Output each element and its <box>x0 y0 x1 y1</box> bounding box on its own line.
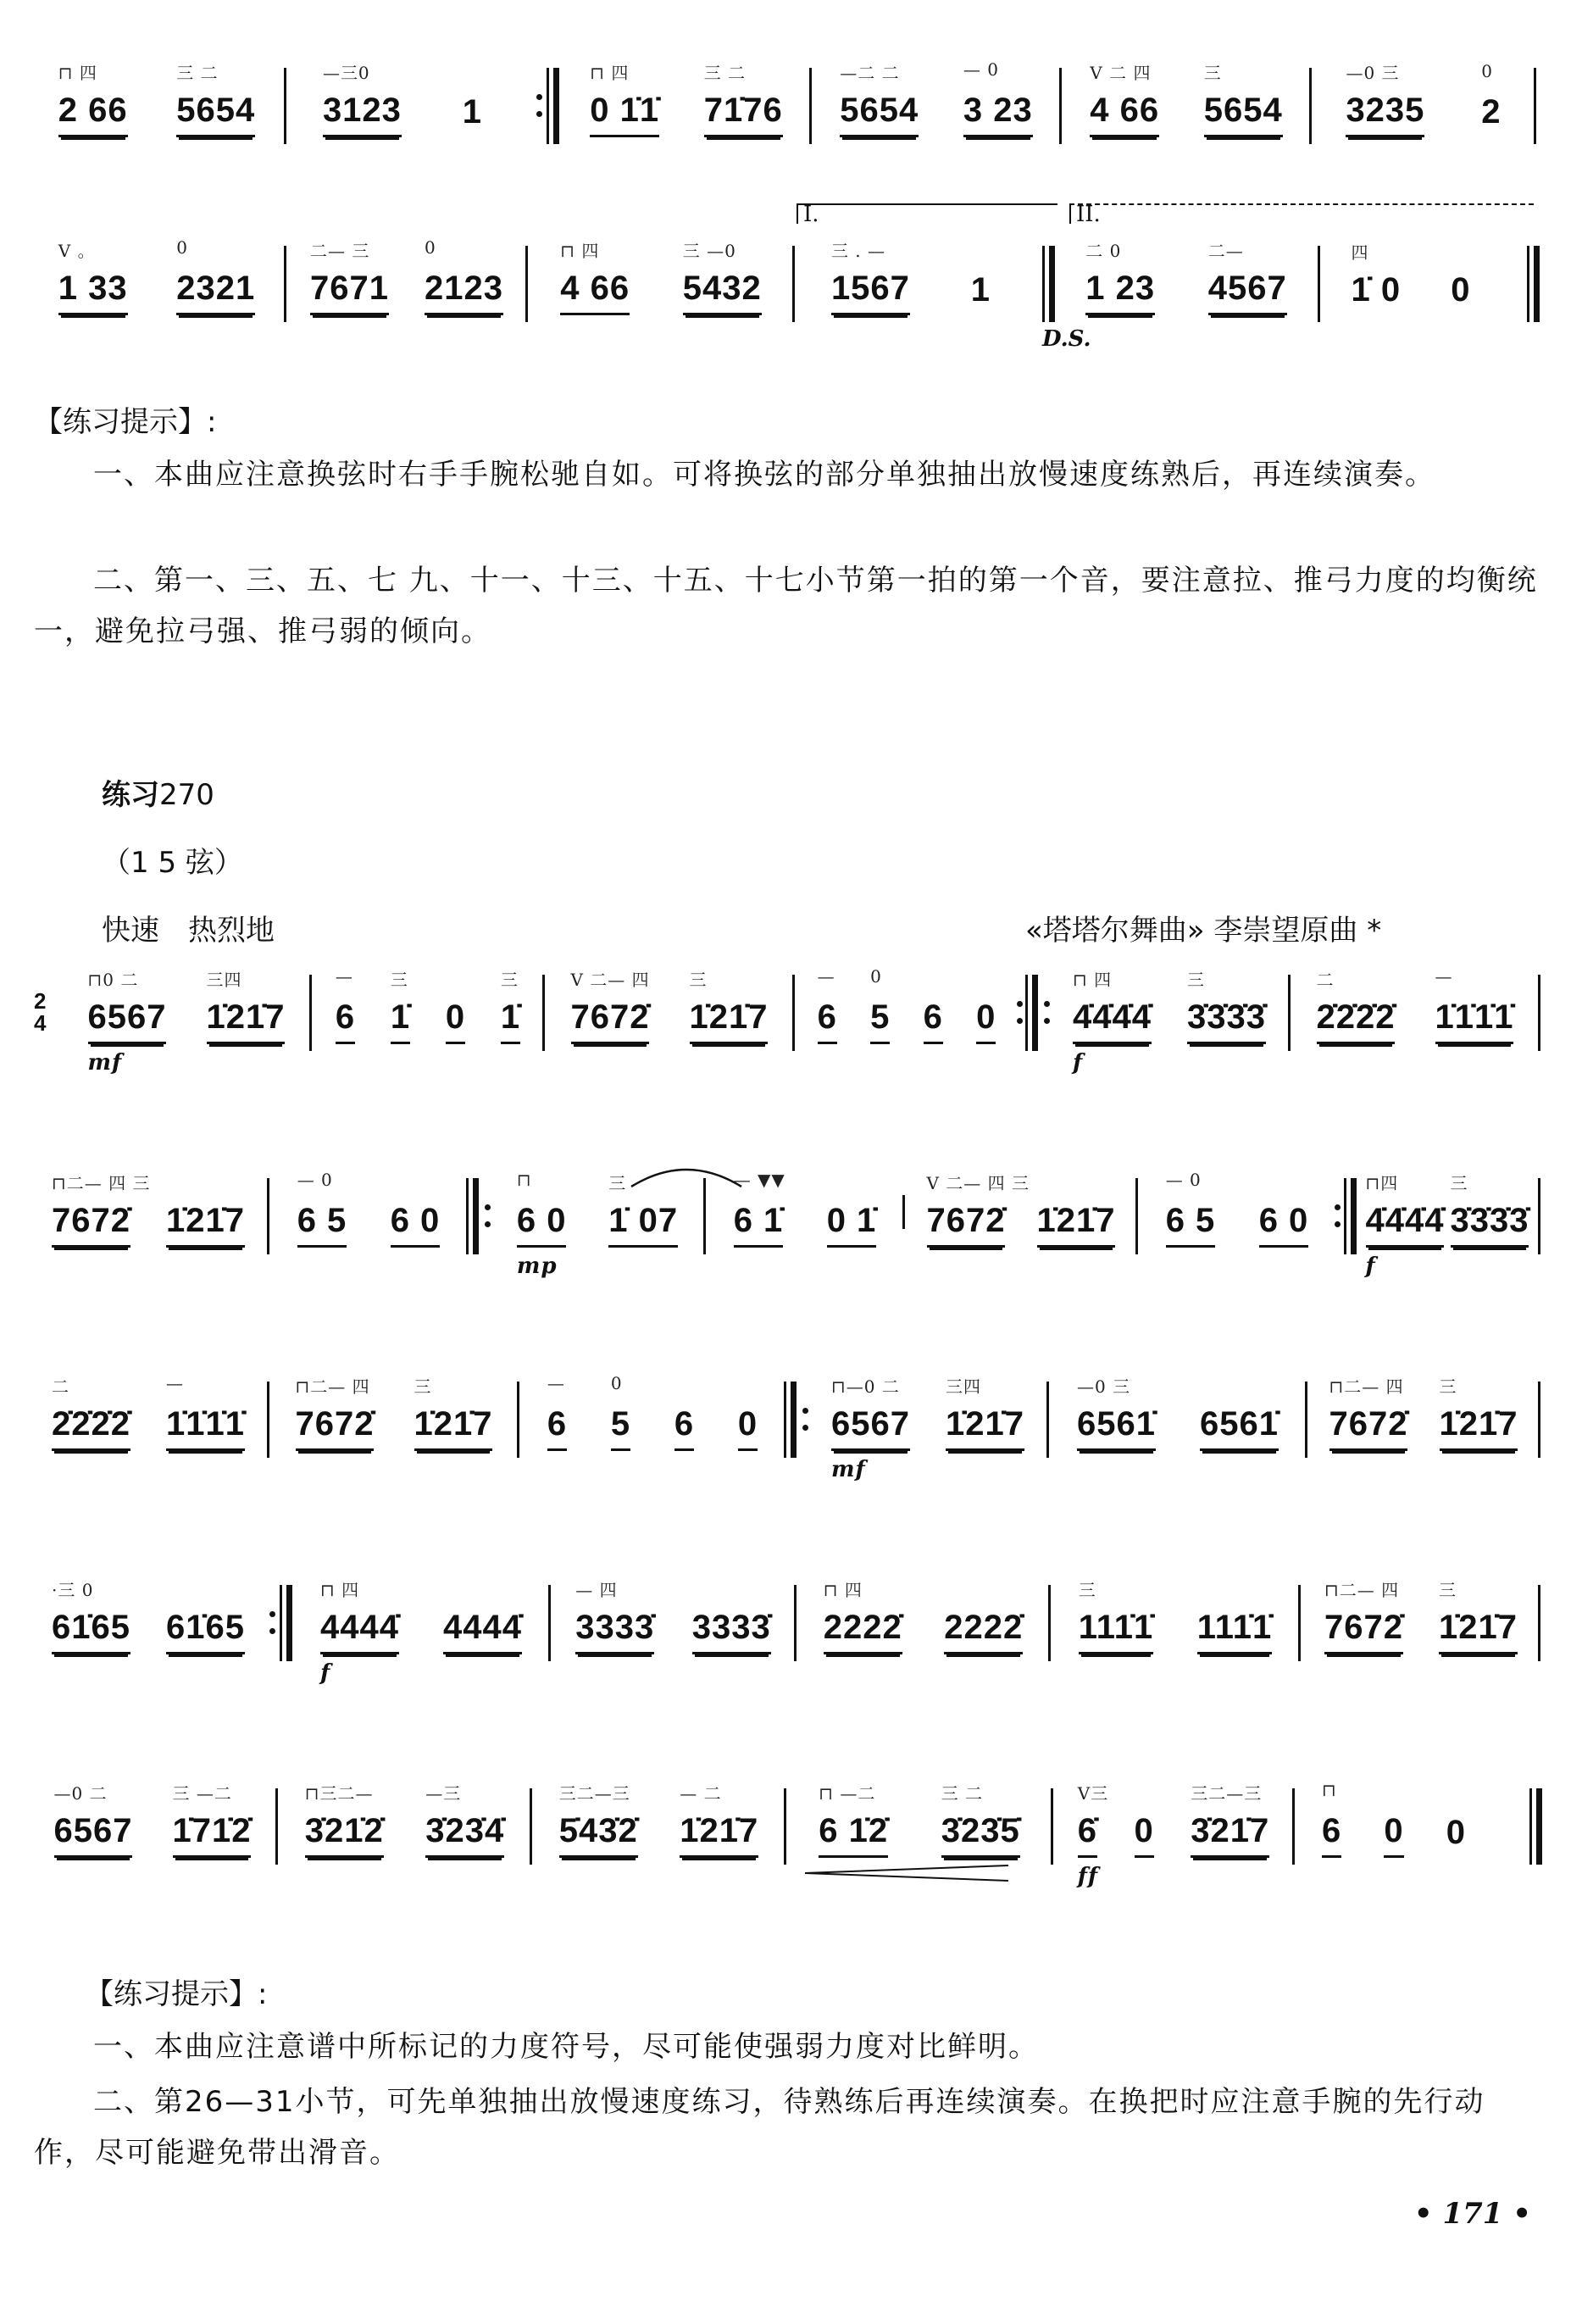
barline <box>1538 1382 1540 1458</box>
note-group: 0 2123 <box>425 270 503 315</box>
note-group: 三 1̇21̇7 <box>1439 1609 1518 1654</box>
note-group: 二 2̇2̇2̇2̇ <box>1317 998 1396 1044</box>
crescendo-hairpin <box>801 1863 1013 1883</box>
barline <box>809 68 812 144</box>
note-group: ⊓ 四 4 66 <box>560 270 630 315</box>
note-group: ⊓ 四 4444̇ f <box>320 1580 399 1686</box>
note-group: 1̇21̇7 <box>1037 1202 1116 1248</box>
barline <box>1298 1585 1301 1661</box>
note-group: 三 —0 5432 <box>683 270 762 315</box>
note-group: 二 2̇2̇2̇2̇ <box>52 1405 130 1451</box>
repeat-sign <box>1017 996 1024 1030</box>
volta-1: I. <box>797 203 1057 224</box>
note-group: — 1̇1̇1̇1̇ <box>1435 998 1514 1044</box>
barline <box>1059 68 1062 144</box>
note-group: 0 <box>1384 1812 1403 1858</box>
barline <box>286 1585 292 1661</box>
note-group: 三 1̇21̇7 <box>1440 1405 1518 1451</box>
barline <box>902 1195 905 1229</box>
note-group: ⊓ 6 0 mp <box>516 1170 567 1279</box>
note-group: 0 2321 <box>176 270 255 315</box>
note-group: — 6 <box>336 998 355 1044</box>
tips-title: 【练习提示】: <box>34 405 217 439</box>
staff-line-1 <box>34 51 1551 178</box>
barline <box>284 246 286 322</box>
note-group: 三 1̇ 07 <box>608 1202 678 1248</box>
note-group: —0 二 6567 <box>54 1812 133 1858</box>
ds-marking: D.S. <box>1042 326 1091 352</box>
note-group: 0 2 <box>1481 60 1502 131</box>
barline <box>1529 1788 1532 1865</box>
barline <box>284 68 286 144</box>
note-group: 6 0 <box>391 1202 441 1248</box>
repeat-sign <box>485 1199 491 1233</box>
note-group: 1̇21̇7 <box>166 1202 245 1248</box>
note-group: 三 . — 1567 <box>831 270 910 315</box>
note-group: ⊓0 二 6567 mf <box>87 970 167 1076</box>
note-group: 6 <box>674 1405 694 1451</box>
volta-2: II. <box>1069 203 1534 224</box>
note-group: 1 <box>462 92 483 131</box>
barline <box>517 1382 519 1458</box>
note-group: — 四 3333̇ <box>575 1609 654 1654</box>
note-group: 三 二 3̇23̇5̇ <box>941 1812 1020 1858</box>
exercise-heading: 练习270 <box>102 778 214 812</box>
note-group: V 二 四 4 66 <box>1090 92 1159 137</box>
barline <box>794 1585 797 1661</box>
note-group: 4444̇ <box>443 1609 522 1654</box>
repeat-sign <box>269 1606 276 1640</box>
note-group: —二 二 5654 <box>840 92 919 137</box>
note-group: — 6 <box>818 998 837 1044</box>
tips-title: 【练习提示】: <box>85 1977 268 2011</box>
note-group: 0 <box>976 998 996 1044</box>
note-group: 0 <box>738 1405 758 1451</box>
note-group: ⊓—0 二 6567 mf <box>831 1376 910 1482</box>
note-group: 三二—三 5̇43̇2̇ <box>559 1812 638 1858</box>
barline <box>1305 1382 1307 1458</box>
note-group: 0 5 <box>611 1405 630 1451</box>
note-group: 三 —二 1̇71̇2̇ <box>173 1812 252 1858</box>
note-group: 三二—三 3̇21̇7 <box>1191 1812 1269 1858</box>
barline <box>542 975 545 1051</box>
note-group: — 1̇1̇1̇1̇ <box>166 1405 245 1451</box>
note-group: ⊓三二— 3̇21̇2̇ <box>305 1812 384 1858</box>
barline <box>1538 975 1540 1051</box>
staff-line-7 <box>34 1771 1551 1899</box>
note-group: 6 <box>924 998 943 1044</box>
note-group: — 0 3 23 <box>963 92 1033 137</box>
note-group: —三 3̇23̇4̇ <box>425 1812 504 1858</box>
note-group: 111̇1̇ <box>1197 1609 1273 1654</box>
note-group: ⊓ 四 2 66 <box>58 92 128 137</box>
barline <box>1292 1788 1295 1865</box>
barline <box>1538 1585 1540 1661</box>
note-group: 三 5654 <box>1204 92 1283 137</box>
barline <box>1025 975 1028 1051</box>
note-group: 三 1̇ <box>391 998 410 1044</box>
note-group: 61̇65 <box>166 1609 245 1654</box>
note-group: 0 <box>446 998 465 1044</box>
note-group: 三 二 71̇76 <box>704 92 783 137</box>
repeat-sign <box>536 89 543 123</box>
staff-line-6 <box>34 1568 1551 1695</box>
tempo-marking: 快速 热烈地 <box>102 914 275 948</box>
repeat-sign <box>1335 1199 1341 1233</box>
barline <box>1032 975 1038 1051</box>
barline <box>547 68 549 144</box>
note-group: 0 <box>1446 1813 1466 1851</box>
barline <box>703 1178 706 1254</box>
note-group: 2222̇ <box>944 1609 1023 1654</box>
tips-paragraph: 一、本曲应注意谱中所标记的力度符号，尽可能使强弱力度对比鲜明。 <box>93 2030 1039 2064</box>
tips-paragraph: 二、第一、三、五、七 九、十一、十三、十五、十七小节第一拍的第一个音，要注意拉、推弓力度的均衡统一，避免拉弓强、推弓弱的倾向。 <box>34 564 1538 648</box>
note-group: 0 1̇ <box>827 1202 877 1248</box>
note-group: ⊓ 四 2222̇ <box>824 1609 902 1654</box>
note-group: — 0 6 5 <box>1166 1202 1216 1248</box>
barline <box>280 1585 282 1661</box>
barline <box>1042 246 1045 322</box>
note-group: 0 <box>1135 1812 1154 1858</box>
barline <box>784 1788 786 1865</box>
note-group: 3333̇ <box>692 1609 771 1654</box>
note-group: 三 二 5654 <box>176 92 255 137</box>
barline <box>1527 246 1529 322</box>
note-group: ⊓二— 四 7672̇ <box>1324 1609 1403 1654</box>
barline <box>1309 68 1312 144</box>
barline <box>267 1382 269 1458</box>
barline <box>1351 1178 1357 1254</box>
barline <box>1046 1382 1049 1458</box>
repeat-sign <box>1044 996 1051 1030</box>
string-spec: （1 5 弦） <box>102 846 243 880</box>
staff-line-3 <box>34 958 1551 1085</box>
barline <box>525 246 528 322</box>
barline <box>548 1585 551 1661</box>
barline <box>473 1178 479 1254</box>
note-group: V 二— 四 7672̇ <box>571 998 650 1044</box>
staff-line-5 <box>34 1365 1551 1492</box>
note-group: ⊓二— 四 7672̇ <box>296 1405 375 1451</box>
barline <box>1048 1585 1051 1661</box>
barline <box>792 975 795 1051</box>
note-group: 三 3̇3̇3̇3̇ <box>1451 1202 1529 1248</box>
note-group: 6561̇ <box>1200 1405 1279 1451</box>
note-group: — 0 6 5 <box>297 1202 347 1248</box>
note-group: 三 1̇21̇7 <box>690 998 769 1044</box>
note-group: ⊓ —二 6 1̇2̇ <box>819 1812 888 1858</box>
barline <box>1288 975 1291 1051</box>
repeat-sign <box>802 1403 809 1437</box>
note-group: 二— 4567 <box>1208 270 1287 315</box>
page-number: • 171 • <box>1413 2197 1531 2231</box>
note-group: — ▼▼ 6 1̇ <box>734 1202 784 1248</box>
staff-line-4 <box>34 1161 1551 1288</box>
note-group: ⊓ 6 <box>1322 1812 1341 1858</box>
note-group: 三 3̇3̇3̇3̇ <box>1187 998 1266 1044</box>
tips-paragraph: 一、本曲应注意换弦时右手手腕松驰自如。可将换弦的部分单独抽出放慢速度练熟后，再连续演奏。 <box>93 458 1435 492</box>
barline <box>553 68 559 144</box>
barline <box>309 975 312 1051</box>
barline <box>466 1178 469 1254</box>
note-group: ⊓ 四 0 1̇1̇ <box>590 92 659 137</box>
note-group: 6 0 <box>1259 1202 1309 1248</box>
barline <box>1135 1178 1138 1254</box>
staff-line-2 <box>34 202 1551 356</box>
source-credit: «塔塔尔舞曲» 李崇望原曲 * <box>1025 914 1382 948</box>
barline <box>275 1788 278 1865</box>
note-group: 1 <box>970 270 991 309</box>
note-group: V 二— 四 三 7672̇ <box>927 1202 1006 1248</box>
barline <box>1318 246 1320 322</box>
barline <box>1538 1178 1540 1254</box>
barline <box>1049 246 1055 322</box>
tips-paragraph: 二、第26—31小节，可先单独抽出放慢速度练习，待熟练后再连续演奏。在换把时应注意手腕的先行动作，尽可能避免带出滑音。 <box>34 2085 1485 2170</box>
note-group: ⊓ 四 4̇4̇4̇4̇ f <box>1073 970 1152 1076</box>
barline <box>1344 1178 1346 1254</box>
note-group: 二— 三 7671 <box>310 270 389 315</box>
note-group: 三 1̇ <box>501 998 520 1044</box>
note-group: 三四 1̇21̇7 <box>207 998 286 1044</box>
barline <box>791 1382 797 1458</box>
note-group: — 6 <box>547 1405 567 1451</box>
barline <box>1051 1788 1053 1865</box>
note-group: ·三 0 61̇65 <box>52 1609 130 1654</box>
note-group: ⊓二— 四 7672̇ <box>1329 1405 1408 1451</box>
note-group: V三 6̇ ff <box>1077 1783 1109 1889</box>
note-group: ⊓二— 四 三 7672̇ <box>52 1202 130 1248</box>
note-group: 三 1̇21̇7 <box>414 1405 493 1451</box>
barline <box>1534 246 1540 322</box>
note-group: —0 三 6561̇ <box>1077 1405 1156 1451</box>
time-signature: 2 4 <box>34 988 47 1036</box>
note-group: ⊓四 4̇4̇4̇4̇ f <box>1365 1173 1445 1279</box>
note-group: — 二 1̇21̇7 <box>680 1812 758 1858</box>
note-group: 三 111̇1̇ <box>1079 1609 1154 1654</box>
note-group: 二 0 1 23 <box>1085 270 1155 315</box>
note-group: 四 1̇ 0 <box>1351 242 1402 309</box>
barline <box>1536 1788 1542 1865</box>
note-group: 0 <box>1451 270 1471 309</box>
barline <box>267 1178 269 1254</box>
barline <box>530 1788 532 1865</box>
note-group: 0 5 <box>870 998 890 1044</box>
barline <box>792 246 795 322</box>
barline <box>784 1382 786 1458</box>
note-group: 三四 1̇21̇7 <box>946 1405 1024 1451</box>
barline <box>1534 68 1536 144</box>
note-group: —0 三 3235 <box>1346 92 1424 137</box>
note-group: —三0 3123 <box>323 92 402 137</box>
note-group: V 。 1 33 <box>58 270 128 315</box>
